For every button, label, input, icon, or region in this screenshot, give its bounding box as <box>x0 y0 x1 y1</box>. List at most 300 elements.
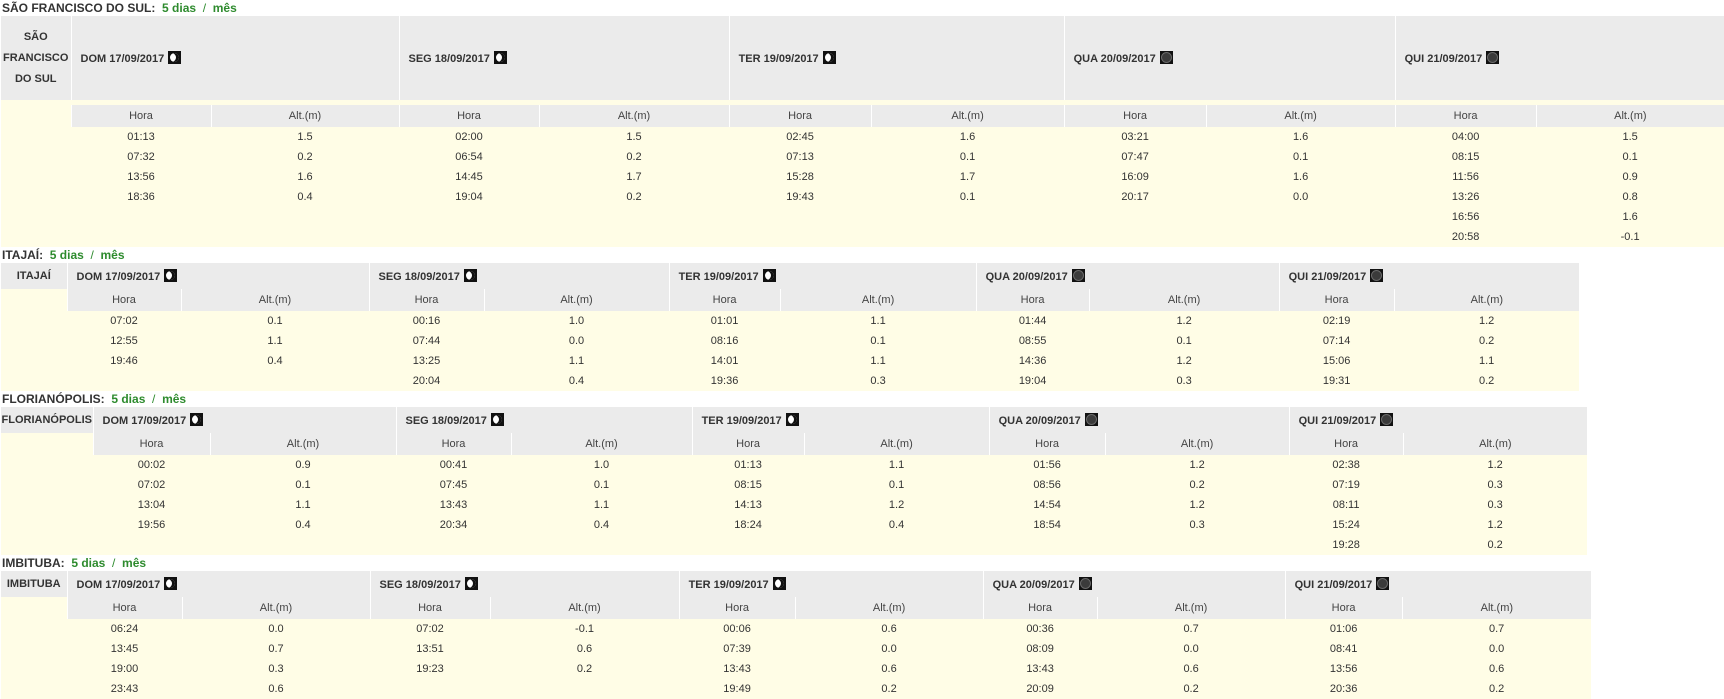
tide-time: 15:28 <box>729 167 871 187</box>
tide-time: 06:24 <box>67 619 182 639</box>
day-header <box>1279 263 1579 289</box>
five-days-link[interactable]: 5 dias <box>162 1 197 15</box>
tide-height <box>490 679 679 699</box>
tide-time: 19:23 <box>370 659 490 679</box>
row-spacer <box>1 227 71 247</box>
column-header-row <box>1 597 1591 619</box>
tide-height: 1.1 <box>804 455 989 475</box>
tide-height <box>539 227 729 247</box>
tide-table-itajai <box>1 263 1579 391</box>
tide-row <box>1 371 1579 391</box>
tide-height: 1.6 <box>1206 127 1395 147</box>
alt-header: Alt.(m) <box>490 597 679 619</box>
day-label: SEG 18/09/2017 <box>378 271 460 283</box>
city-header-line: ITAJAÍ <box>16 270 51 282</box>
tide-time: 19:46 <box>67 351 181 371</box>
tide-time: 13:56 <box>1285 659 1402 679</box>
hora-header: Hora <box>370 597 490 619</box>
section-title-florianopolis <box>0 391 640 407</box>
day-label: QUI 21/09/2017 <box>1294 579 1373 591</box>
column-header-row <box>1 289 1579 311</box>
tide-height <box>1206 207 1395 227</box>
new-moon-icon <box>1072 269 1085 282</box>
tide-height: 0.2 <box>539 147 729 167</box>
tide-table-florianopolis <box>1 407 1587 555</box>
day-label: TER 19/09/2017 <box>688 579 769 591</box>
tide-time: 03:21 <box>1064 127 1206 147</box>
alt-header: Alt.(m) <box>1536 105 1724 127</box>
tide-row <box>1 455 1587 475</box>
tide-height: 1.2 <box>1403 515 1587 535</box>
tide-row <box>1 227 1724 247</box>
tide-time: 08:09 <box>983 639 1097 659</box>
tide-height: 0.6 <box>1402 659 1591 679</box>
tide-time <box>729 207 871 227</box>
tide-height: 0.4 <box>804 515 989 535</box>
tide-time: 02:00 <box>399 127 539 147</box>
tide-height: 0.2 <box>1402 679 1591 699</box>
tide-height: 0.2 <box>490 659 679 679</box>
day-header <box>976 263 1279 289</box>
tide-time: 08:55 <box>976 331 1089 351</box>
hora-header: Hora <box>692 433 804 455</box>
row-spacer <box>1 659 67 679</box>
new-moon-icon <box>1380 413 1393 426</box>
tide-time: 07:44 <box>369 331 484 351</box>
day-label: QUA 20/09/2017 <box>998 415 1081 427</box>
tide-height: 0.2 <box>1394 331 1579 351</box>
tide-row <box>1 331 1579 351</box>
tide-height <box>871 227 1064 247</box>
day-label: QUI 21/09/2017 <box>1298 415 1377 427</box>
tide-time: 16:56 <box>1395 207 1536 227</box>
tide-time: 07:39 <box>679 639 795 659</box>
column-header-row <box>1 105 1724 127</box>
tide-time <box>396 535 511 555</box>
tide-height: 0.4 <box>484 371 669 391</box>
day-header <box>396 407 692 433</box>
hora-header: Hora <box>989 433 1105 455</box>
day-header <box>729 16 1064 100</box>
tide-height: 0.8 <box>1536 187 1724 207</box>
city-header <box>1 263 67 289</box>
city-header <box>1 571 67 597</box>
day-header <box>1289 407 1587 433</box>
tide-time: 19:00 <box>67 659 182 679</box>
tide-height: 0.2 <box>1403 535 1587 555</box>
tide-height: 0.0 <box>1402 639 1591 659</box>
day-header <box>71 16 399 100</box>
tide-time: 01:44 <box>976 311 1089 331</box>
hora-header: Hora <box>976 289 1089 311</box>
tide-height: 0.2 <box>795 679 983 699</box>
tide-time: 04:00 <box>1395 127 1536 147</box>
tide-time: 07:02 <box>93 475 210 495</box>
hora-header: Hora <box>67 289 181 311</box>
row-spacer <box>1 127 71 147</box>
row-spacer <box>1 455 93 475</box>
tide-table-imbituba <box>1 571 1591 699</box>
tide-time: 19:36 <box>669 371 780 391</box>
city-header-line: DO SUL <box>14 72 57 85</box>
tide-row <box>1 351 1579 371</box>
alt-header: Alt.(m) <box>804 433 989 455</box>
day-label: QUA 20/09/2017 <box>992 579 1075 591</box>
tide-height: 0.0 <box>1206 187 1395 207</box>
waning-crescent-moon-icon <box>190 413 203 426</box>
month-link[interactable]: mês <box>100 248 125 262</box>
tide-height: 1.2 <box>1394 311 1579 331</box>
tide-height: -0.1 <box>1536 227 1724 247</box>
tide-height: 0.6 <box>182 679 370 699</box>
tide-time: 13:45 <box>67 639 182 659</box>
tide-row <box>1 535 1587 555</box>
day-header <box>989 407 1289 433</box>
day-header-row <box>1 16 1724 100</box>
tide-height: 0.4 <box>210 515 396 535</box>
tide-time <box>93 535 210 555</box>
waning-crescent-moon-icon <box>491 413 504 426</box>
tide-time: 13:51 <box>370 639 490 659</box>
tide-time: 18:54 <box>989 515 1105 535</box>
tide-height: 0.1 <box>804 475 989 495</box>
tide-height <box>804 535 989 555</box>
tide-time <box>370 679 490 699</box>
tide-height: 1.1 <box>484 351 669 371</box>
alt-header: Alt.(m) <box>780 289 976 311</box>
new-moon-icon <box>1079 577 1092 590</box>
tide-time: 14:45 <box>399 167 539 187</box>
waning-crescent-moon-icon <box>494 51 507 64</box>
tide-time: 15:24 <box>1289 515 1403 535</box>
tide-height: 0.3 <box>1089 371 1279 391</box>
five-days-link[interactable]: 5 dias <box>49 248 84 262</box>
alt-header: Alt.(m) <box>211 105 399 127</box>
tide-time: 08:15 <box>1395 147 1536 167</box>
alt-header: Alt.(m) <box>1403 433 1587 455</box>
tide-time: 19:43 <box>729 187 871 207</box>
tide-height: 0.0 <box>484 331 669 351</box>
tide-time: 08:11 <box>1289 495 1403 515</box>
tide-height: 0.7 <box>182 639 370 659</box>
tide-height <box>211 207 399 227</box>
tide-height: 1.6 <box>1536 207 1724 227</box>
day-label: TER 19/09/2017 <box>678 271 759 283</box>
day-label: QUI 21/09/2017 <box>1404 53 1483 65</box>
tide-time: 02:19 <box>1279 311 1394 331</box>
day-header <box>1395 16 1724 100</box>
tide-time: 08:16 <box>669 331 780 351</box>
alt-header: Alt.(m) <box>1105 433 1289 455</box>
tide-height: 1.1 <box>1394 351 1579 371</box>
city-header <box>1 16 71 100</box>
day-header <box>679 571 983 597</box>
tide-time: 19:04 <box>976 371 1089 391</box>
tide-height: 0.7 <box>1402 619 1591 639</box>
tide-time: 11:56 <box>1395 167 1536 187</box>
tide-time: 02:45 <box>729 127 871 147</box>
row-spacer <box>1 371 67 391</box>
tide-height: 1.2 <box>1089 351 1279 371</box>
alt-header: Alt.(m) <box>511 433 692 455</box>
tide-time: 19:04 <box>399 187 539 207</box>
tide-time <box>67 371 181 391</box>
hora-header: Hora <box>1285 597 1402 619</box>
tide-height: 0.3 <box>1403 495 1587 515</box>
alt-header: Alt.(m) <box>1089 289 1279 311</box>
tide-time: 07:47 <box>1064 147 1206 167</box>
day-header-row <box>1 263 1579 289</box>
row-spacer <box>1 619 67 639</box>
tide-time <box>1064 207 1206 227</box>
hora-header: Hora <box>669 289 780 311</box>
row-spacer <box>1 187 71 207</box>
tide-row <box>1 679 1591 699</box>
alt-header: Alt.(m) <box>1097 597 1285 619</box>
tide-height: 0.3 <box>1403 475 1587 495</box>
tide-time: 18:36 <box>71 187 211 207</box>
city-header <box>1 407 93 433</box>
location-name: SÃO FRANCISCO DO SUL: <box>2 1 156 15</box>
hora-header: Hora <box>93 433 210 455</box>
tide-height: 1.2 <box>1105 455 1289 475</box>
section-title-imbituba <box>0 555 640 571</box>
tide-height: 0.1 <box>210 475 396 495</box>
month-link[interactable]: mês <box>212 1 237 15</box>
tide-height: 0.2 <box>1394 371 1579 391</box>
tide-height: 0.4 <box>211 187 399 207</box>
tide-time <box>71 227 211 247</box>
tide-height: 1.2 <box>1089 311 1279 331</box>
tide-height: 0.6 <box>490 639 679 659</box>
tide-time: 01:13 <box>71 127 211 147</box>
tide-height: 1.1 <box>511 495 692 515</box>
five-days-link[interactable]: 5 dias <box>71 556 106 570</box>
column-header-spacer <box>1 597 67 619</box>
waning-crescent-moon-icon <box>773 577 786 590</box>
row-spacer <box>1 331 67 351</box>
tide-row <box>1 659 1591 679</box>
new-moon-icon <box>1376 577 1389 590</box>
tide-time: 13:26 <box>1395 187 1536 207</box>
city-header-line: FRANCISCO <box>3 51 69 64</box>
link-separator: / <box>112 556 116 570</box>
hora-header: Hora <box>983 597 1097 619</box>
tide-time: 02:38 <box>1289 455 1403 475</box>
tide-height: 1.0 <box>484 311 669 331</box>
row-spacer <box>1 147 71 167</box>
tide-height: 1.1 <box>210 495 396 515</box>
tide-row <box>1 639 1591 659</box>
tide-time: 14:54 <box>989 495 1105 515</box>
tide-time: 16:09 <box>1064 167 1206 187</box>
tide-height: 0.1 <box>780 331 976 351</box>
tide-time: 14:01 <box>669 351 780 371</box>
tide-time: 01:13 <box>692 455 804 475</box>
tide-height: 1.5 <box>539 127 729 147</box>
tide-height: 0.3 <box>1105 515 1289 535</box>
day-header <box>67 571 370 597</box>
tide-time: 06:54 <box>399 147 539 167</box>
section-title-sao-francisco-do-sul <box>0 0 640 16</box>
day-label: QUI 21/09/2017 <box>1288 271 1367 283</box>
tide-time: 20:04 <box>369 371 484 391</box>
alt-header: Alt.(m) <box>181 289 369 311</box>
tide-height: 1.2 <box>804 495 989 515</box>
tide-height <box>211 227 399 247</box>
tide-time: 13:43 <box>396 495 511 515</box>
day-label: DOM 17/09/2017 <box>76 579 161 591</box>
tide-time: 07:14 <box>1279 331 1394 351</box>
tide-time: 14:13 <box>692 495 804 515</box>
tide-time: 07:19 <box>1289 475 1403 495</box>
day-label: QUA 20/09/2017 <box>1073 53 1156 65</box>
tide-time: 01:56 <box>989 455 1105 475</box>
row-spacer <box>1 515 93 535</box>
tide-time: 08:56 <box>989 475 1105 495</box>
tide-height: 0.6 <box>795 659 983 679</box>
tide-time: 00:02 <box>93 455 210 475</box>
tide-time <box>989 535 1105 555</box>
tide-time: 01:06 <box>1285 619 1402 639</box>
city-header-line: SÃO <box>23 30 48 43</box>
hora-header: Hora <box>1279 289 1394 311</box>
tide-time: 20:09 <box>983 679 1097 699</box>
tide-height: 0.0 <box>795 639 983 659</box>
tide-time: 08:15 <box>692 475 804 495</box>
waning-crescent-moon-icon <box>464 269 477 282</box>
alt-header: Alt.(m) <box>1206 105 1395 127</box>
row-spacer <box>1 351 67 371</box>
tide-height: 1.6 <box>871 127 1064 147</box>
tide-height <box>539 207 729 227</box>
tide-height: 0.1 <box>871 187 1064 207</box>
tide-time: 18:24 <box>692 515 804 535</box>
tide-height: 0.0 <box>1097 639 1285 659</box>
tide-height: 1.7 <box>539 167 729 187</box>
tide-row <box>1 207 1724 227</box>
day-header <box>1064 16 1395 100</box>
tide-height: 1.1 <box>780 311 976 331</box>
day-label: DOM 17/09/2017 <box>80 53 165 65</box>
tide-height: 0.4 <box>511 515 692 535</box>
alt-header: Alt.(m) <box>182 597 370 619</box>
column-header-spacer <box>1 289 67 311</box>
alt-header: Alt.(m) <box>539 105 729 127</box>
tide-time: 00:06 <box>679 619 795 639</box>
tide-height: 0.4 <box>181 351 369 371</box>
tide-time: 20:58 <box>1395 227 1536 247</box>
tide-height: 0.2 <box>1105 475 1289 495</box>
day-header <box>93 407 396 433</box>
row-spacer <box>1 495 93 515</box>
day-label: SEG 18/09/2017 <box>405 415 487 427</box>
tide-time: 12:55 <box>67 331 181 351</box>
alt-header: Alt.(m) <box>871 105 1064 127</box>
row-spacer <box>1 639 67 659</box>
tide-row <box>1 619 1591 639</box>
tide-time: 07:32 <box>71 147 211 167</box>
month-link[interactable]: mês <box>122 556 147 570</box>
tide-table-sao-francisco-do-sul <box>1 16 1724 247</box>
waning-crescent-moon-icon <box>168 51 181 64</box>
month-link[interactable]: mês <box>162 392 187 406</box>
row-spacer <box>1 311 67 331</box>
day-header <box>1285 571 1591 597</box>
city-header-line: FLORIANÓPOLIS <box>1 414 92 426</box>
waning-crescent-moon-icon <box>763 269 776 282</box>
tide-time: 23:43 <box>67 679 182 699</box>
new-moon-icon <box>1085 413 1098 426</box>
tide-row <box>1 167 1724 187</box>
tide-height: 0.1 <box>1206 147 1395 167</box>
tide-height <box>1105 535 1289 555</box>
row-spacer <box>1 475 93 495</box>
link-separator: / <box>202 1 207 15</box>
tide-height: 0.0 <box>182 619 370 639</box>
day-header <box>370 571 679 597</box>
tide-time <box>729 227 871 247</box>
tide-time: 19:56 <box>93 515 210 535</box>
tide-height: 0.1 <box>1089 331 1279 351</box>
hora-header: Hora <box>1064 105 1206 127</box>
waning-crescent-moon-icon <box>465 577 478 590</box>
tide-height <box>1206 227 1395 247</box>
day-header <box>669 263 976 289</box>
hora-header: Hora <box>679 597 795 619</box>
row-spacer <box>1 167 71 187</box>
tide-height <box>871 207 1064 227</box>
location-name: FLORIANÓPOLIS: <box>2 392 105 406</box>
new-moon-icon <box>1486 51 1499 64</box>
tide-height <box>181 371 369 391</box>
tide-height: 0.1 <box>511 475 692 495</box>
tide-time: 00:16 <box>369 311 484 331</box>
day-header-row <box>1 571 1591 597</box>
city-header-line: IMBITUBA <box>6 578 61 590</box>
tide-height: 0.9 <box>1536 167 1724 187</box>
tide-height: -0.1 <box>490 619 679 639</box>
tide-time: 00:36 <box>983 619 1097 639</box>
row-spacer <box>1 207 71 227</box>
tide-time: 20:17 <box>1064 187 1206 207</box>
tide-row <box>1 311 1579 331</box>
hora-header: Hora <box>71 105 211 127</box>
row-spacer <box>1 535 93 555</box>
tide-time: 08:41 <box>1285 639 1402 659</box>
tide-height: 0.1 <box>871 147 1064 167</box>
alt-header: Alt.(m) <box>1402 597 1591 619</box>
day-label: DOM 17/09/2017 <box>76 271 161 283</box>
link-separator: / <box>90 248 94 262</box>
column-header-spacer <box>1 433 93 455</box>
day-label: DOM 17/09/2017 <box>102 415 187 427</box>
waning-crescent-moon-icon <box>164 577 177 590</box>
alt-header: Alt.(m) <box>1394 289 1579 311</box>
alt-header: Alt.(m) <box>795 597 983 619</box>
hora-header: Hora <box>1289 433 1403 455</box>
tide-row <box>1 187 1724 207</box>
tide-height: 1.0 <box>511 455 692 475</box>
tide-time <box>692 535 804 555</box>
day-header <box>399 16 729 100</box>
tide-height: 1.6 <box>211 167 399 187</box>
tide-time <box>71 207 211 227</box>
tide-time: 13:56 <box>71 167 211 187</box>
five-days-link[interactable]: 5 dias <box>111 392 146 406</box>
column-header-row <box>1 433 1587 455</box>
tide-height: 1.6 <box>1206 167 1395 187</box>
